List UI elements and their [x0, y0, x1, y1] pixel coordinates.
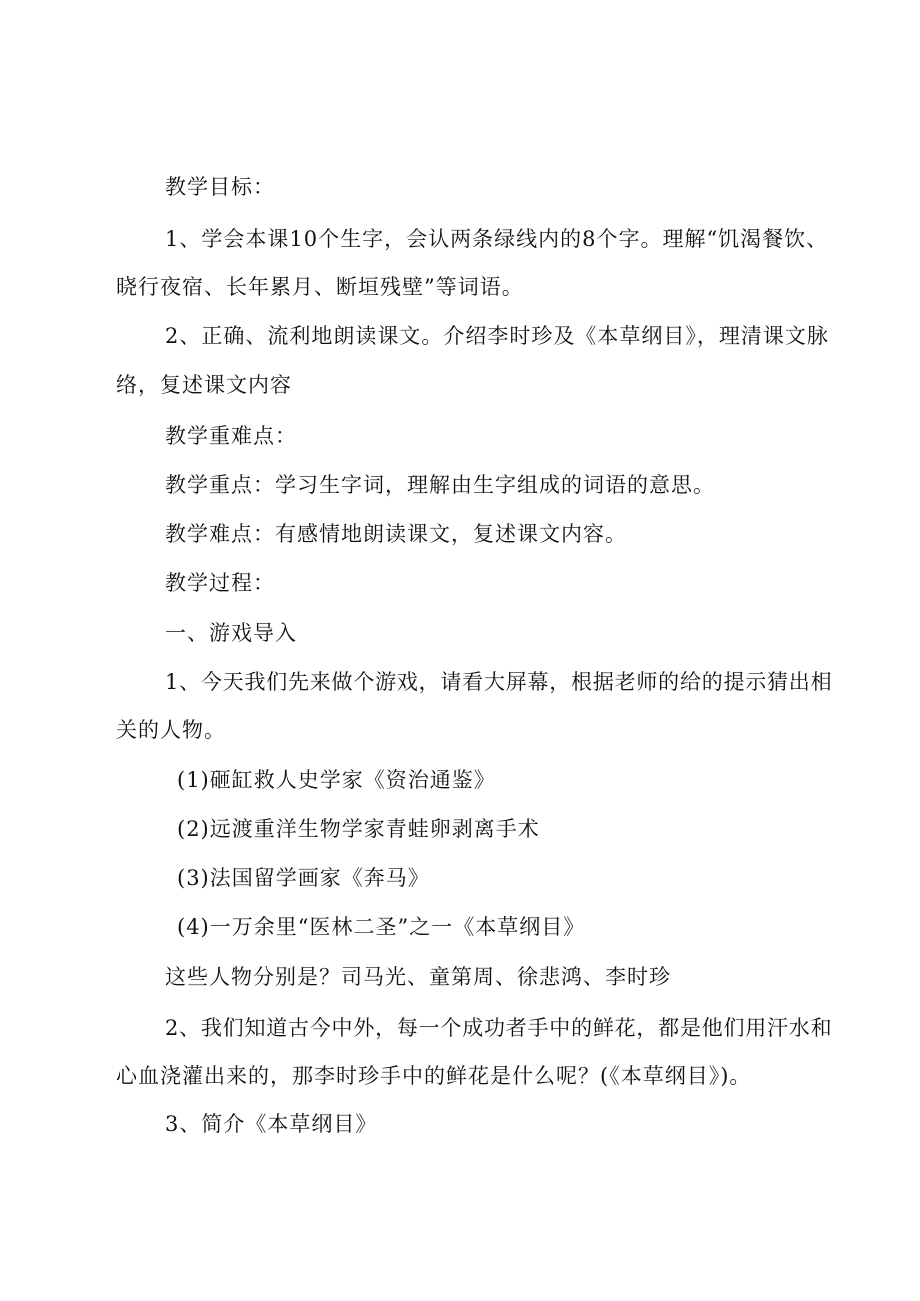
answer-text: 这些人物分别是？司马光、童第周、徐悲鸿、李时珍 [165, 965, 671, 989]
step-2-line-2: 心血浇灌出来的，那李时珍手中的鲜花是什么呢？(《本草纲目》)。 [116, 1064, 752, 1088]
heading-teaching-process: 教学过程： [165, 571, 275, 595]
step-1-line-2: 关的人物。 [116, 718, 226, 742]
step-2-line-1: 2、我们知道古今中外，每一个成功者手中的鲜花，都是他们用汗水和 [165, 1016, 833, 1040]
goal-1-line-2: 晓行夜宿、长年累月、断垣残壁”等词语。 [116, 275, 524, 299]
key-point-text: 教学重点：学习生字词，理解由生字组成的词语的意思。 [165, 473, 715, 497]
difficult-point-text: 教学难点：有感情地朗读课文，复述课文内容。 [165, 522, 627, 546]
heading-teaching-goals: 教学目标： [165, 175, 275, 199]
goal-1-line-1: 1、学会本课10个生字，会认两条绿线内的8个字。理解“饥渴餐饮、 [165, 227, 829, 251]
section-1-title: 一、游戏导入 [165, 621, 297, 645]
goal-2-line-1: 2、正确、流利地朗读课文。介绍李时珍及《本草纲目》，理清课文脉 [165, 324, 829, 348]
clue-1: (1)砸缸救人史学家《资治通鉴》 [177, 768, 496, 792]
clue-4: (4)一万余里“医林二圣”之一《本草纲目》 [177, 915, 586, 939]
goal-2-line-2: 络，复述课文内容 [116, 373, 292, 397]
heading-key-difficult-points: 教学重难点： [165, 424, 297, 448]
clue-2: (2)远渡重洋生物学家青蛙卵剥离手术 [177, 817, 540, 841]
step-3-text: 3、简介《本草纲目》 [165, 1112, 378, 1136]
clue-3: (3)法国留学画家《奔马》 [177, 866, 430, 890]
step-1-line-1: 1、今天我们先来做个游戏，请看大屏幕，根据老师的给的提示猜出相 [165, 670, 833, 694]
